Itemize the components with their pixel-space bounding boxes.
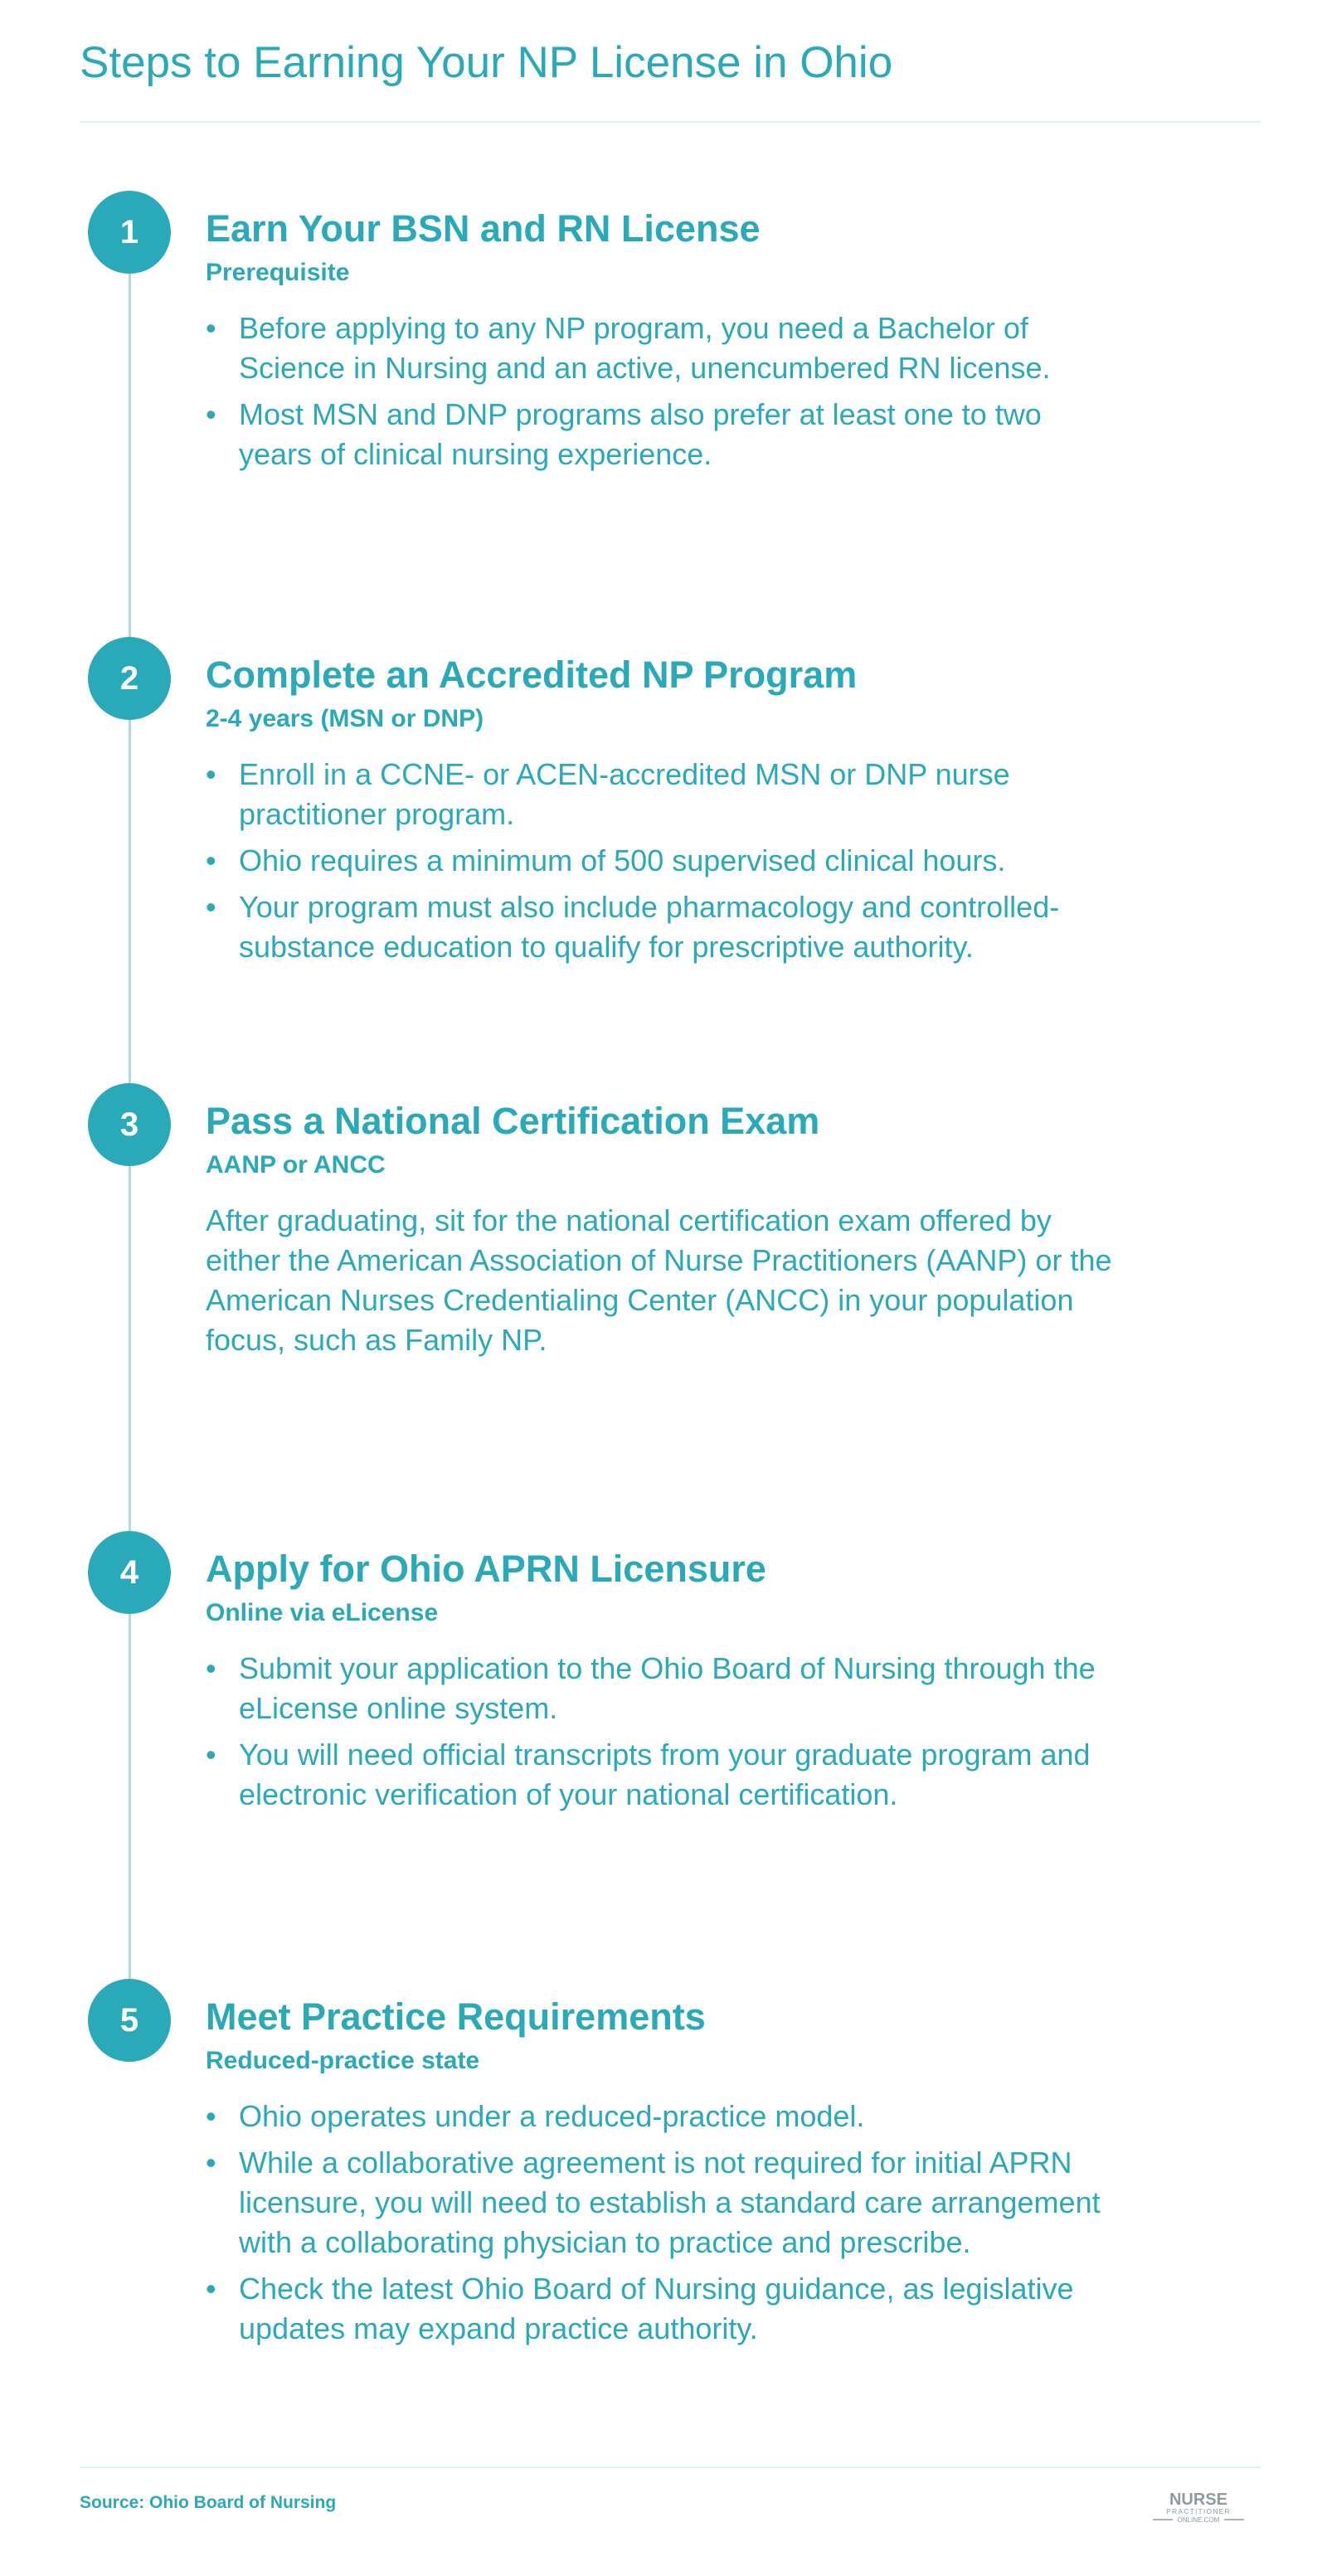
list-item-text: Your program must also include pharmacology and controlled-substance education to qualify for prescriptive authority. bbox=[239, 890, 1060, 964]
list-item-text: Before applying to any NP program, you need a Bachelor of Science in Nursing and an active, unencumbered RN license. bbox=[239, 311, 1051, 385]
step-bullet-list bbox=[206, 755, 1118, 967]
page-title: Steps to Earning Your NP License in Ohio bbox=[80, 38, 893, 87]
list-item bbox=[206, 2097, 1118, 2136]
step-subtitle: Reduced-practice state bbox=[206, 2047, 480, 2074]
list-item bbox=[206, 395, 1118, 474]
list-item-text: You will need official transcripts from your graduate program and electronic verification of your national certification. bbox=[239, 1738, 1091, 1811]
list-item bbox=[206, 309, 1118, 388]
source-citation: Source: Ohio Board of Nursing bbox=[80, 2493, 337, 2512]
logo-line-3: ONLINE.COM bbox=[1177, 2516, 1220, 2524]
list-item bbox=[206, 887, 1118, 967]
list-item-text: Enroll in a CCNE- or ACEN-accredited MSN or DNP nurse practitioner program. bbox=[239, 757, 1010, 831]
list-item bbox=[206, 755, 1118, 834]
step-title: Meet Practice Requirements bbox=[206, 1995, 706, 2038]
step-subtitle: Prerequisite bbox=[206, 259, 350, 286]
step-bullet-list bbox=[206, 1649, 1118, 1815]
step-bullet-list bbox=[206, 2097, 1118, 2349]
header-divider bbox=[80, 121, 1261, 123]
list-item-text: Most MSN and DNP programs also prefer at least one to two years of clinical nursing experience. bbox=[239, 397, 1042, 471]
step-number-badge: 1 bbox=[88, 191, 171, 274]
step-bullet-list bbox=[206, 309, 1118, 474]
bullet-icon: • bbox=[206, 757, 216, 791]
bullet-icon: • bbox=[206, 397, 216, 431]
bullet-icon: • bbox=[206, 843, 216, 877]
step-subtitle: Online via eLicense bbox=[206, 1599, 439, 1626]
list-item-text: Submit your application to the Ohio Board of Nursing through the eLicense online system. bbox=[239, 1651, 1096, 1725]
bullet-icon: • bbox=[206, 2099, 216, 2133]
nurse-practitioner-online-logo bbox=[1151, 2488, 1246, 2526]
step-title: Complete an Accredited NP Program bbox=[206, 654, 858, 696]
bullet-icon: • bbox=[206, 2272, 216, 2306]
step-content bbox=[206, 1098, 1118, 1360]
step-content bbox=[206, 1994, 1118, 2355]
step-title: Earn Your BSN and RN License bbox=[206, 207, 761, 250]
step-content bbox=[206, 1546, 1118, 1821]
bullet-icon: • bbox=[206, 2146, 216, 2180]
step-number-badge: 2 bbox=[88, 637, 171, 720]
bullet-icon: • bbox=[206, 1738, 216, 1772]
step-subtitle: AANP or ANCC bbox=[206, 1151, 386, 1179]
list-item-text: Ohio operates under a reduced-practice model. bbox=[239, 2099, 865, 2133]
footer-divider bbox=[80, 2467, 1261, 2468]
step-content bbox=[206, 652, 1118, 974]
step-title: Apply for Ohio APRN Licensure bbox=[206, 1548, 766, 1590]
bullet-icon: • bbox=[206, 311, 216, 345]
step-content bbox=[206, 206, 1118, 481]
list-item-text: Check the latest Ohio Board of Nursing guidance, as legislative updates may expand practice authority. bbox=[239, 2272, 1074, 2345]
list-item-text: While a collaborative agreement is not required for initial APRN licensure, you will need to establish a standard care arrangement with a collaborating physician to practice and prescribe. bbox=[239, 2146, 1101, 2259]
bullet-icon: • bbox=[206, 1651, 216, 1685]
list-item bbox=[206, 1735, 1118, 1815]
logo-line-2: PRACTITIONER bbox=[1166, 2507, 1231, 2515]
step-title: Pass a National Certification Exam bbox=[206, 1100, 820, 1142]
list-item-text: Ohio requires a minimum of 500 supervised clinical hours. bbox=[239, 843, 1006, 877]
list-item bbox=[206, 1649, 1118, 1728]
step-subtitle: 2-4 years (MSN or DNP) bbox=[206, 705, 484, 732]
step-number-badge: 4 bbox=[88, 1531, 171, 1614]
bullet-icon: • bbox=[206, 890, 216, 924]
step-number-badge: 5 bbox=[88, 1979, 171, 2062]
list-item bbox=[206, 2269, 1118, 2349]
list-item bbox=[206, 2143, 1118, 2263]
step-description: After graduating, sit for the national certification exam offered by either the American Association of Nurse Practitioners (AANP) or the American Nurses Credentialing Center (ANCC) in your population focus, such as Family NP. bbox=[206, 1203, 1112, 1357]
step-number-badge: 3 bbox=[88, 1083, 171, 1166]
list-item bbox=[206, 841, 1118, 881]
logo-line-1: NURSE bbox=[1169, 2491, 1228, 2509]
